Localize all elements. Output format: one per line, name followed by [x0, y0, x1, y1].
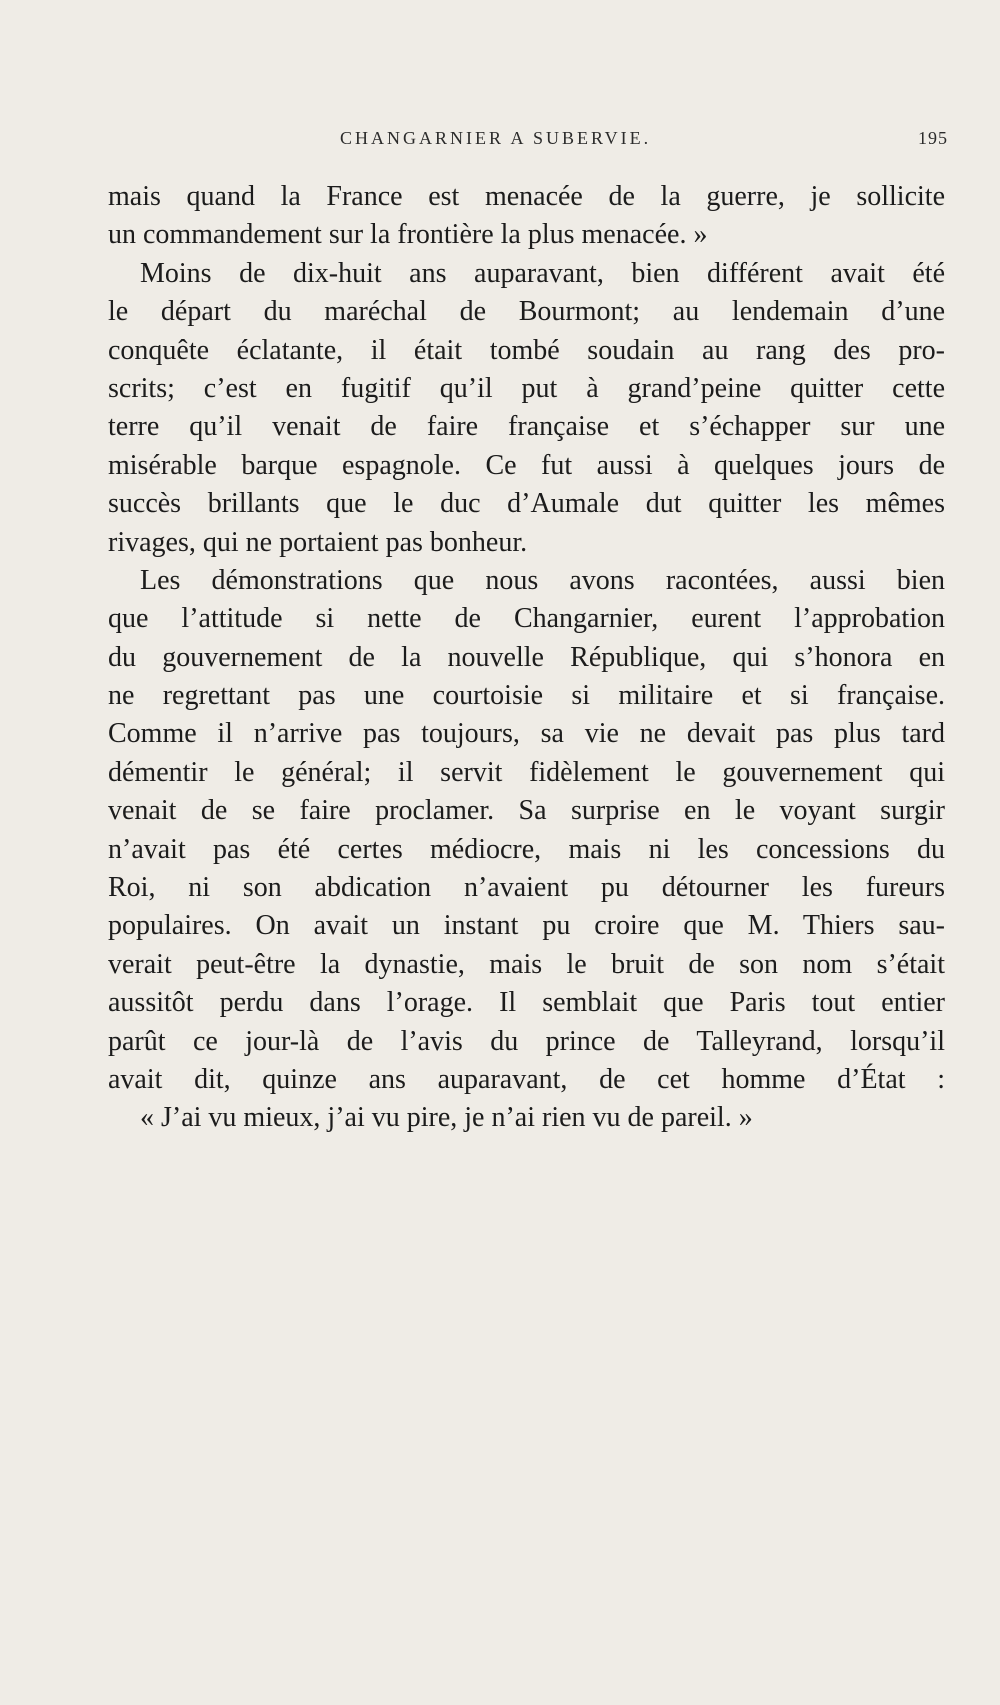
text-line: Roi, ni son abdication n’avaient pu détourner les fureurs [108, 872, 945, 904]
text-line: mais quand la France est menacée de la guerre, je sollicite [108, 181, 945, 212]
text-line: démentir le général; il servit fidèlement le gouvernement qui [108, 756, 945, 788]
body-text [108, 178, 945, 1138]
text-line: un commandement sur la frontière la plus menacée. » [108, 219, 708, 251]
text-line: avait dit, quinze ans auparavant, de cet homme d’État : [108, 1063, 945, 1095]
text-line: succès brillants que le duc d’Aumale dut quitter les mêmes [108, 488, 945, 520]
text-line: du gouvernement de la nouvelle République, qui s’honora en [108, 641, 945, 673]
text-line: n’avait pas été certes médiocre, mais ni les concessions du [108, 833, 945, 865]
text-line: rivages, qui ne portaient pas bonheur. [108, 526, 528, 558]
text-line: aussitôt perdu dans l’orage. Il semblait que Paris tout entier [108, 987, 945, 1019]
text-line: parût ce jour-là de l’avis du prince de Talleyrand, lorsqu’il [108, 1025, 945, 1057]
text-line: populaires. On avait un instant pu croire que M. Thiers sau- [108, 910, 945, 942]
text-line: ne regrettant pas une courtoisie si militaire et si française. [108, 680, 945, 712]
text-line: venait de se faire proclamer. Sa surprise en le voyant surgir [108, 795, 945, 827]
running-title: CHANGARNIER A SUBERVIE. [340, 128, 652, 148]
page-number: 195 [918, 128, 948, 148]
text-line: scrits; c’est en fugitif qu’il put à grand’peine quitter cette [108, 372, 945, 404]
text-line: terre qu’il venait de faire française et s’échapper sur une [108, 411, 945, 443]
text-line: misérable barque espagnole. Ce fut aussi à quelques jours de [108, 449, 945, 481]
text-line: Les démonstrations que nous avons racontées, aussi bien [140, 564, 945, 596]
text-line: « J’ai vu mieux, j’ai vu pire, je n’ai rien vu de pareil. » [140, 1102, 753, 1134]
text-line: le départ du maréchal de Bourmont; au lendemain d’une [108, 296, 945, 328]
text-line: que l’attitude si nette de Changarnier, eurent l’approbation [108, 603, 945, 635]
page-header [108, 128, 948, 152]
text-line: conquête éclatante, il était tombé soudain au rang des pro- [108, 334, 945, 366]
text-line: Moins de dix-huit ans auparavant, bien différent avait été [140, 257, 945, 289]
text-line: verait peut-être la dynastie, mais le bruit de son nom s’était [108, 948, 945, 980]
text-line: Comme il n’arrive pas toujours, sa vie ne devait pas plus tard [108, 718, 945, 750]
